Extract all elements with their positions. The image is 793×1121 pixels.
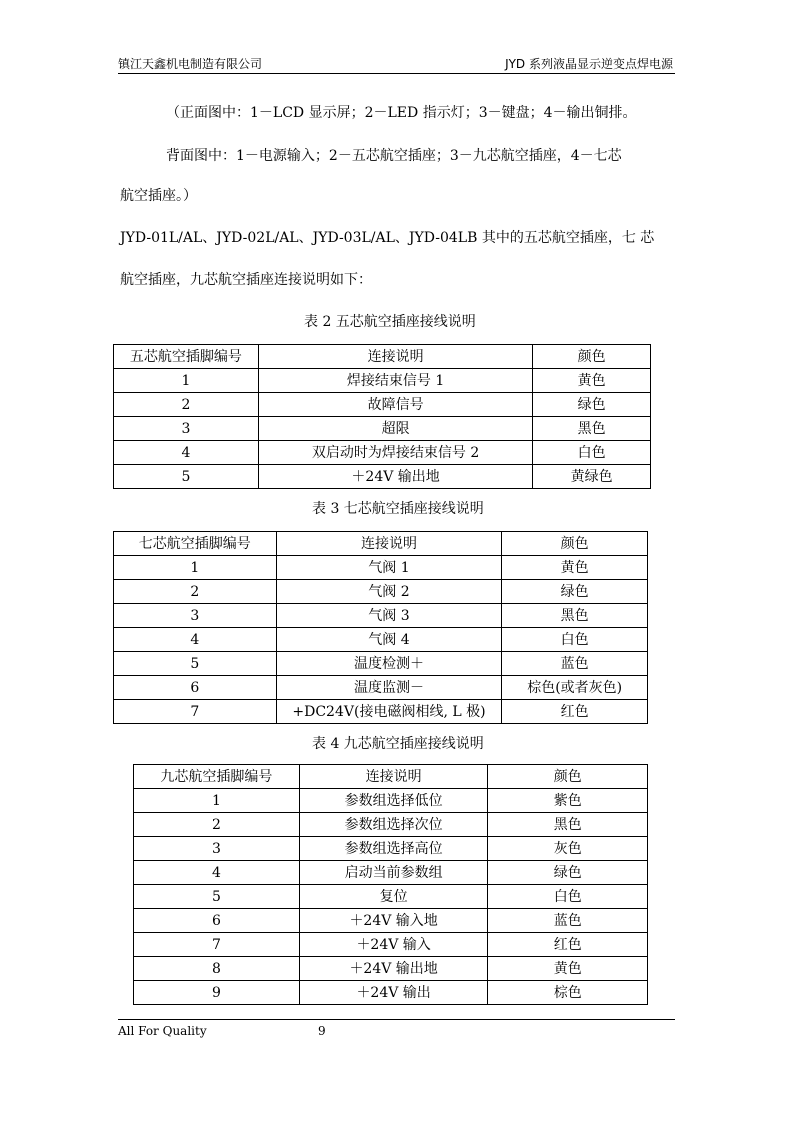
pin-cell: 3 (134, 837, 300, 861)
header-cell: 七芯航空插脚编号 (114, 532, 277, 556)
table2-five-pin (113, 344, 651, 489)
paragraph-intro-line1: JYD-01L/AL、JYD-02L/AL、JYD-03L/AL、JYD-04LB 其中的五芯航空插座，七 芯 (120, 230, 655, 246)
description-cell: 气阀 2 (276, 580, 502, 604)
header-cell: 五芯航空插脚编号 (114, 345, 259, 369)
description-cell: 启动当前参数组 (299, 861, 488, 885)
table-row (114, 604, 648, 628)
color-cell: 红色 (488, 933, 648, 957)
pin-cell: 7 (134, 933, 300, 957)
table-row (114, 465, 651, 489)
color-cell: 黑色 (533, 417, 651, 441)
color-cell: 紫色 (488, 789, 648, 813)
description-cell: 参数组选择高位 (299, 837, 488, 861)
header-product: JYD 系列液晶显示逆变点焊电源 (505, 57, 673, 71)
description-cell: 双启动时为焊接结束信号 2 (258, 441, 533, 465)
table-row (114, 369, 651, 393)
pin-cell: 9 (134, 981, 300, 1005)
color-cell: 黑色 (488, 813, 648, 837)
table-row (134, 885, 648, 909)
description-cell: 故障信号 (258, 393, 533, 417)
footer-divider (118, 1019, 675, 1020)
color-cell: 白色 (533, 441, 651, 465)
color-cell: 黄绿色 (533, 465, 651, 489)
pin-cell: 2 (134, 813, 300, 837)
table-row (134, 789, 648, 813)
header-cell: 九芯航空插脚编号 (134, 765, 300, 789)
description-cell: 气阀 4 (276, 628, 502, 652)
pin-cell: 1 (114, 556, 277, 580)
pin-cell: 2 (114, 393, 259, 417)
pin-cell: 5 (114, 465, 259, 489)
table-row (114, 441, 651, 465)
table-row (114, 556, 648, 580)
page-number: 9 (318, 1024, 326, 1038)
header-company: 镇江天鑫机电制造有限公司 (118, 57, 263, 71)
pin-cell: 1 (134, 789, 300, 813)
description-cell: ＋24V 输出地 (299, 957, 488, 981)
pin-cell: 8 (134, 957, 300, 981)
pin-cell: 3 (114, 604, 277, 628)
table-row (114, 417, 651, 441)
description-cell: ＋24V 输出 (299, 981, 488, 1005)
color-cell: 黄色 (502, 556, 648, 580)
pin-cell: 1 (114, 369, 259, 393)
table-row (134, 837, 648, 861)
color-cell: 灰色 (488, 837, 648, 861)
pin-cell: 6 (134, 909, 300, 933)
color-cell: 红色 (502, 700, 648, 724)
table-header-row (114, 345, 651, 369)
description-cell: ＋24V 输入 (299, 933, 488, 957)
color-cell: 黄色 (488, 957, 648, 981)
color-cell: 棕色(或者灰色) (502, 676, 648, 700)
pin-cell: 2 (114, 580, 277, 604)
table-row (114, 676, 648, 700)
pin-cell: 5 (134, 885, 300, 909)
description-cell: 气阀 3 (276, 604, 502, 628)
color-cell: 棕色 (488, 981, 648, 1005)
table-row (114, 700, 648, 724)
description-cell: 复位 (299, 885, 488, 909)
color-cell: 绿色 (533, 393, 651, 417)
pin-cell: 3 (114, 417, 259, 441)
header-cell: 颜色 (502, 532, 648, 556)
color-cell: 绿色 (488, 861, 648, 885)
color-cell: 黑色 (502, 604, 648, 628)
table4-caption: 表 4 九芯航空插座接线说明 (312, 736, 484, 752)
table-row (134, 813, 648, 837)
table-row (134, 861, 648, 885)
table-row (114, 628, 648, 652)
header-cell: 连接说明 (299, 765, 488, 789)
description-cell: +DC24V(接电磁阀相线, L 极) (276, 700, 502, 724)
table-header-row (114, 532, 648, 556)
table4-nine-pin (133, 764, 648, 1005)
color-cell: 白色 (502, 628, 648, 652)
table-row (134, 933, 648, 957)
color-cell: 黄色 (533, 369, 651, 393)
header-cell: 连接说明 (258, 345, 533, 369)
table3-caption: 表 3 七芯航空插座接线说明 (312, 501, 484, 517)
pin-cell: 4 (114, 441, 259, 465)
color-cell: 白色 (488, 885, 648, 909)
pin-cell: 5 (114, 652, 277, 676)
paragraph-intro-line2: 航空插座，九芯航空插座连接说明如下： (120, 272, 372, 288)
table-row (134, 981, 648, 1005)
pin-cell: 6 (114, 676, 277, 700)
page-header (118, 55, 675, 75)
table-row (134, 957, 648, 981)
color-cell: 蓝色 (502, 652, 648, 676)
color-cell: 蓝色 (488, 909, 648, 933)
table-header-row (134, 765, 648, 789)
description-cell: 焊接结束信号 1 (258, 369, 533, 393)
description-cell: 参数组选择低位 (299, 789, 488, 813)
header-cell: 连接说明 (276, 532, 502, 556)
description-cell: ＋24V 输出地 (258, 465, 533, 489)
pin-cell: 4 (134, 861, 300, 885)
pin-cell: 7 (114, 700, 277, 724)
table-row (134, 909, 648, 933)
pin-cell: 4 (114, 628, 277, 652)
description-cell: ＋24V 输入地 (299, 909, 488, 933)
description-cell: 温度检测＋ (276, 652, 502, 676)
paragraph-front-view: （正面图中：1－LCD 显示屏；2－LED 指示灯；3－键盘；4－输出铜排。 (166, 105, 637, 121)
table2-caption: 表 2 五芯航空插座接线说明 (304, 314, 476, 330)
table3-seven-pin (113, 531, 648, 724)
paragraph-back-view-line1: 背面图中：1－电源输入；2－五芯航空插座；3－九芯航空插座，4－七芯 (166, 148, 622, 164)
description-cell: 温度监测－ (276, 676, 502, 700)
description-cell: 参数组选择次位 (299, 813, 488, 837)
table-row (114, 580, 648, 604)
paragraph-back-view-line2: 航空插座。） (120, 188, 197, 204)
header-cell: 颜色 (488, 765, 648, 789)
description-cell: 气阀 1 (276, 556, 502, 580)
description-cell: 超限 (258, 417, 533, 441)
footer-slogan: All For Quality (118, 1024, 207, 1038)
color-cell: 绿色 (502, 580, 648, 604)
header-divider (118, 73, 675, 74)
table-row (114, 393, 651, 417)
header-cell: 颜色 (533, 345, 651, 369)
table-row (114, 652, 648, 676)
